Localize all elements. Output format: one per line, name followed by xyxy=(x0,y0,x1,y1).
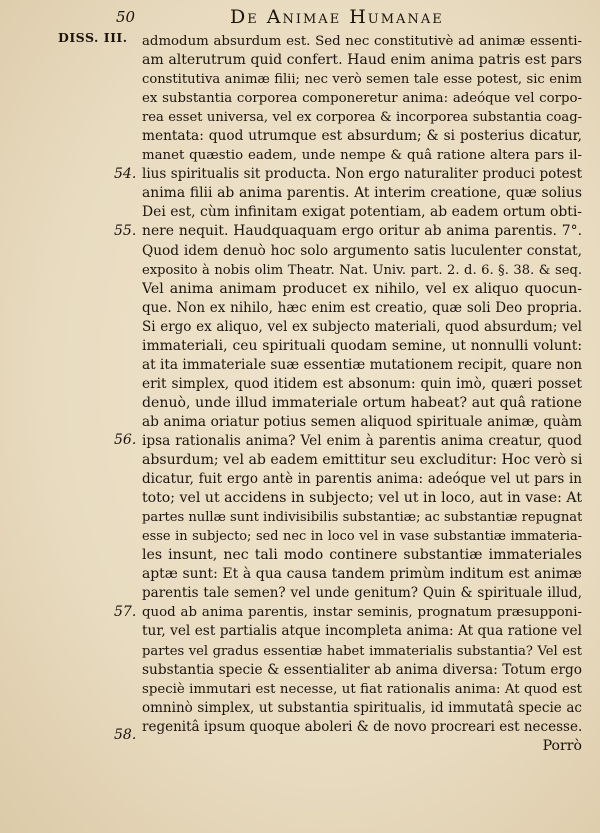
text-line: Porrò xyxy=(542,737,582,754)
text-line: que. Non ex nihilo, hæc enim est creatio, quæ soli Deo propria. xyxy=(142,299,582,316)
text-line: manet quæstio eadem, unde nempe & quâ ratione altera pars il- xyxy=(142,148,582,164)
running-title: De Animae Humanae xyxy=(230,6,444,28)
text-line: anima filii ab anima parentis. At interim creatione, quæ solius xyxy=(142,185,582,202)
text-line: Quod idem denuò hoc solo argumento satis luculenter constat, xyxy=(142,242,582,259)
margin-number: 58. xyxy=(114,727,137,743)
margin-number: 54. xyxy=(114,166,137,182)
text-line: parentis tale semen? vel unde genitum? Quin & spirituale illud, xyxy=(142,585,582,602)
text-line: at ita immateriale suæ essentiæ mutationem recipit, quare non xyxy=(142,356,582,373)
text-line: speciè immutari est necesse, ut fiat rationalis anima: At quod est xyxy=(142,681,582,697)
text-line: nere nequit. Haudquaquam ergo oritur ab anima parentis. 7°. xyxy=(142,223,582,240)
text-line: admodum absurdum est. Sed nec constitutivè ad animæ essenti- xyxy=(142,34,582,49)
text-line: esse in subjecto; sed nec in loco vel in vase substantiæ immateria- xyxy=(142,529,582,545)
text-line: lius spiritualis sit producta. Non ergo naturaliter produci potest xyxy=(142,166,582,183)
text-line: omninò simplex, ut substantia spiritualis, id immutatâ specie ac xyxy=(142,699,582,716)
text-line: regenitâ ipsum quoque aboleri & de novo procreari est necesse. xyxy=(142,718,582,735)
page-number: 50 xyxy=(116,8,136,26)
text-line: ipsa rationalis anima? Vel enim à parentis anima creatur, quod xyxy=(142,432,582,449)
text-line: rea esset universa, vel ex corporea & incorporea substantia coag- xyxy=(142,110,582,126)
text-line: aptæ sunt: Et à qua causa tandem primùm inditum est animæ xyxy=(142,566,582,583)
section-mark: DISS. III. xyxy=(58,30,128,45)
text-line: am alterutrum quid confert. Haud enim anima patris est pars xyxy=(142,52,582,69)
body-text xyxy=(142,32,582,756)
text-line: quod ab anima parentis, instar seminis, prognatum præsupponi- xyxy=(142,605,582,621)
text-line: mentata: quod utrumque est absurdum; & si posterius dicatur, xyxy=(142,128,582,145)
text-line: Dei est, cùm infinitam exigat potentiam, ab eadem ortum obti- xyxy=(142,204,582,221)
text-line: tur, vel est partialis atque incompleta anima: At qua ratione vel xyxy=(142,623,582,640)
text-line: toto; vel ut accidens in subjecto; vel ut in loco, aut in vase: At xyxy=(142,490,582,507)
margin-number: 56. xyxy=(114,432,137,448)
margin-number: 55. xyxy=(114,223,137,239)
text-line: constitutiva animæ filii; nec verò semen tale esse potest, sic enim xyxy=(142,72,582,88)
text-line: les insunt, nec tali modo continere substantiæ immateriales xyxy=(142,547,582,564)
text-line: Vel anima animam producet ex nihilo, vel ex aliquo quocun- xyxy=(142,280,582,297)
text-line: ab anima oriatur potius semen aliquod spirituale animæ, quàm xyxy=(142,413,582,430)
text-line: denuò, unde illud immateriale ortum habeat? aut quâ ratione xyxy=(142,394,582,411)
text-line: absurdum; vel ab eadem emittitur seu excluditur: Hoc verò si xyxy=(142,452,582,469)
text-line: substantia specie & essentialiter ab anima diversa: Totum ergo xyxy=(142,661,582,678)
text-line: Si ergo ex aliquo, vel ex subjecto materiali, quod absurdum; vel xyxy=(142,318,582,335)
text-line: exposito à nobis olim Theatr. Nat. Univ. part. 2. d. 6. §. 38. & seq. xyxy=(142,262,582,278)
page-header xyxy=(0,6,600,30)
text-line: immateriali, ceu spirituali quodam semine, ut nonnulli volunt: xyxy=(142,337,582,354)
text-line: partes nullæ sunt indivisibilis substantiæ; ac substantiæ repugnat xyxy=(142,510,582,526)
text-line: partes vel gradus essentiæ habet immaterialis substantia? Vel est xyxy=(142,643,582,659)
margin-number: 57. xyxy=(114,604,137,620)
text-line: ex substantia corporea componeretur anima: adeóque vel corpo- xyxy=(142,91,582,107)
text-line: erit simplex, quod itidem est absonum: quin imò, quæri posset xyxy=(142,375,582,392)
text-line: dicatur, fuit ergo antè in parentis anima: adeóque vel ut pars in xyxy=(142,471,582,488)
